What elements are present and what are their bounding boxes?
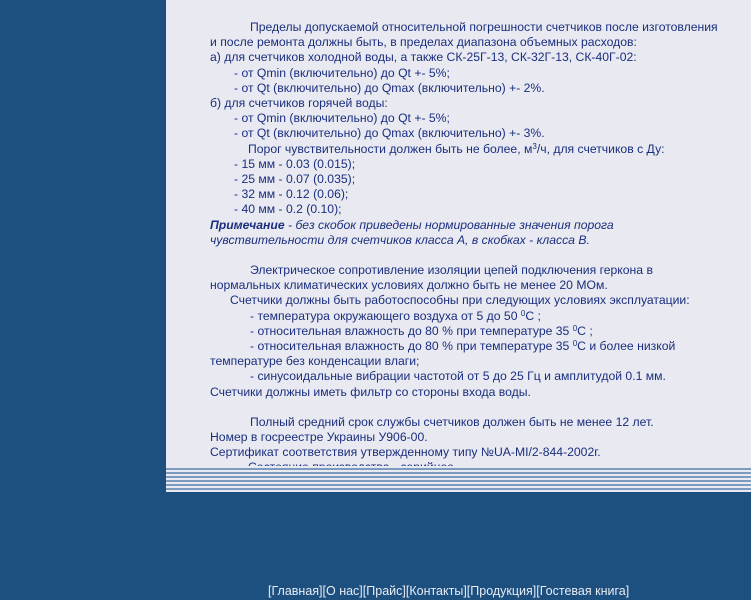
list-item: - синусоидальные вибрации частотой от 5 до 25 Гц и амплитудой 0.1 мм. [250, 369, 666, 384]
list-item: - от Qt (включительно) до Qmax (включительно) +- 3%. [234, 126, 545, 141]
paragraph: Сертификат соответствия утвержденному типу №UA-MI/2-844-2002г. [210, 445, 601, 460]
striped-divider [166, 466, 751, 492]
superscript: 3 [532, 141, 537, 151]
note-label: Примечание [210, 217, 285, 232]
paragraph: Электрическое сопротивление изоляции цепей подключения геркона в [250, 263, 653, 278]
paragraph: Полный средний срок службы счетчиков должен быть не менее 12 лет. [250, 414, 654, 429]
paragraph: Счетчики должны быть работоспособны при следующих условиях эксплуатации: [230, 293, 690, 308]
paragraph [210, 142, 745, 157]
paragraph: Счетчики должны иметь фильтр со стороны входа воды. [210, 384, 531, 399]
text-fragment: - относительная влажность до 80 % при температуре 35 [250, 323, 573, 338]
list-item: - 40 мм - 0.2 (0.10); [234, 202, 342, 217]
paragraph: б) для счетчиков горячей воды: [210, 96, 388, 111]
paragraph: нормальных климатических условиях должно быть не менее 20 МОм. [210, 278, 608, 293]
paragraph: Номер в госреестре Украины У906-00. [210, 430, 428, 445]
note-text: - без скобок приведены нормированные значения порога [284, 217, 614, 232]
text-fragment: C ; [577, 323, 593, 338]
list-item: - от Qmin (включительно) до Qt +- 5%; [234, 111, 450, 126]
text-fragment: - относительная влажность до 80 % при температуре 35 [250, 339, 573, 354]
list-item [210, 339, 745, 354]
document-text [210, 20, 745, 476]
list-item: - 32 мм - 0.12 (0.06); [234, 187, 349, 202]
list-item: - 15 мм - 0.03 (0.015); [234, 156, 356, 171]
list-item: - 25 мм - 0.07 (0.035); [234, 172, 356, 187]
list-item [210, 324, 745, 339]
superscript: 0 [572, 339, 578, 349]
superscript: 0 [572, 323, 578, 333]
note [210, 218, 745, 233]
list-item [210, 309, 745, 324]
paragraph: а) для счетчиков холодной воды, а также СК-25Г-13, СК-32Г-13, СК-40Г-02: [210, 50, 637, 65]
list-item: - от Qmin (включительно) до Qt +- 5%; [234, 65, 450, 80]
list-item: - от Qt (включительно) до Qmax (включительно) +- 2%. [234, 80, 545, 95]
footer-navigation [268, 584, 629, 598]
content-panel [166, 0, 751, 466]
text-fragment: Порог чувствительности должен быть не более, м [248, 141, 533, 156]
nav-link-contacts[interactable]: [Контакты] [405, 584, 467, 598]
paragraph: Пределы допускаемой относительной погрешности счетчиков после изготовления [250, 20, 718, 34]
note: чувствительности для счетчиков класса А, в скобках - класса В. [210, 232, 590, 247]
text-fragment: /ч, для счетчиков с Ду: [536, 141, 665, 156]
nav-link-home[interactable]: [Главная] [268, 584, 323, 598]
left-blue-panel [0, 0, 166, 600]
text-fragment: C ; [525, 308, 541, 323]
text-fragment: C и более низкой [577, 339, 676, 354]
superscript: 0 [520, 308, 526, 318]
paragraph: температуре без конденсации влаги; [210, 354, 420, 369]
nav-link-about[interactable]: [О нас] [322, 584, 363, 598]
text-fragment: - температура окружающего воздуха от 5 до 50 [250, 308, 521, 323]
nav-link-price[interactable]: [Прайс] [362, 584, 406, 598]
nav-link-products[interactable]: [Продукция] [466, 584, 537, 598]
paragraph: и после ремонта должны быть, в пределах диапазона объемных расходов: [210, 35, 637, 50]
nav-link-guestbook[interactable]: [Гостевая книга] [536, 584, 630, 598]
